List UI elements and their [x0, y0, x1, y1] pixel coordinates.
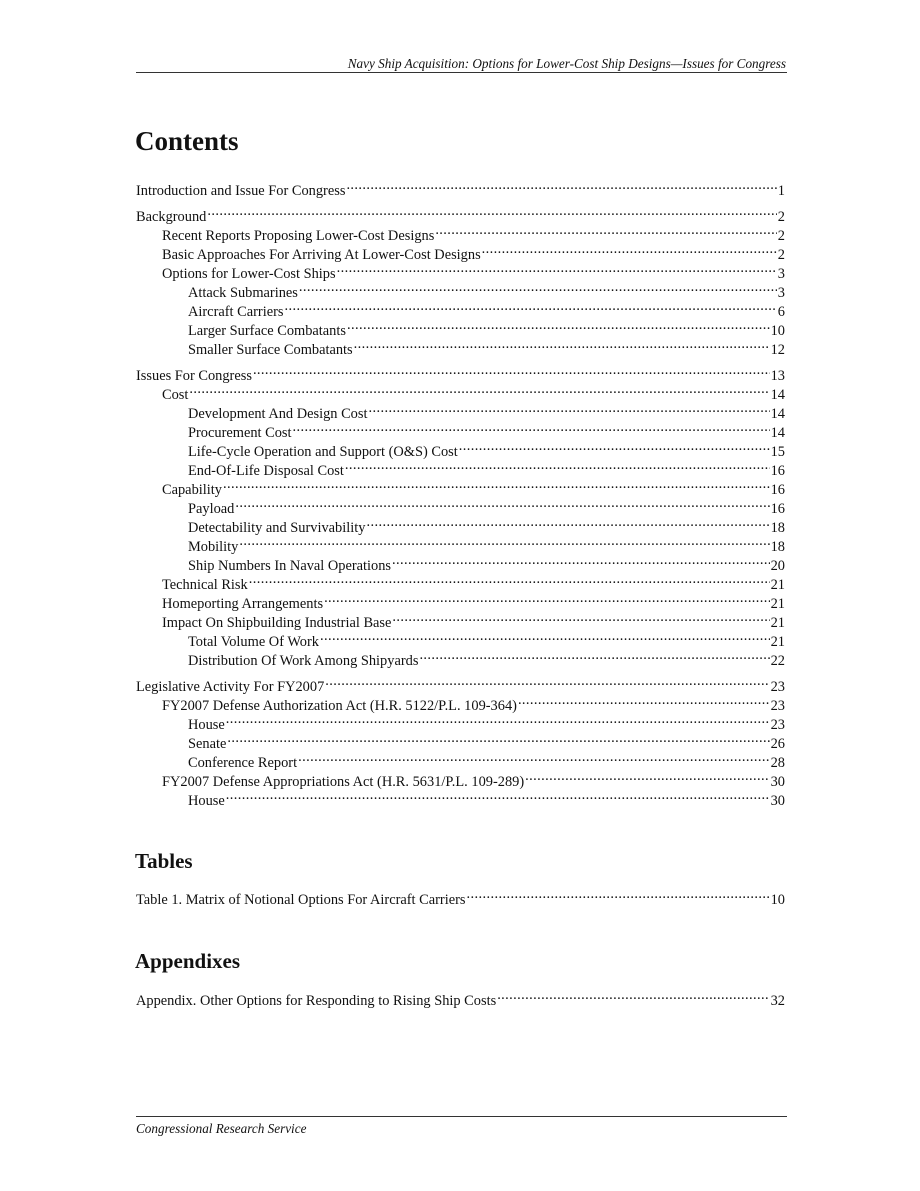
toc-entry-page: 30 — [770, 774, 785, 790]
toc-entry-title: Introduction and Issue For Congress — [136, 183, 346, 199]
toc-entry-title: FY2007 Defense Appropriations Act (H.R. 5631/P.L. 109-289) — [162, 774, 525, 790]
toc-entry-title: Payload — [188, 501, 235, 517]
toc-entry-title: Options for Lower-Cost Ships — [162, 266, 336, 282]
appendix-entry-page: 32 — [770, 993, 785, 1009]
contents-heading: Contents — [135, 126, 239, 156]
toc-entry-page: 21 — [770, 615, 785, 631]
toc-entry[interactable] — [136, 672, 785, 695]
dot-leader — [324, 589, 770, 608]
toc-entry-page: 16 — [770, 482, 785, 498]
dot-leader — [459, 437, 770, 456]
toc-entry-page: 2 — [777, 209, 785, 225]
dot-leader — [345, 456, 770, 475]
dot-leader — [239, 532, 769, 551]
toc-entry-page: 18 — [770, 520, 785, 536]
toc-entry-title: Larger Surface Combatants — [188, 323, 346, 339]
dot-leader — [226, 786, 770, 805]
toc-entry-page: 13 — [770, 368, 785, 384]
toc-entry-title: Capability — [162, 482, 222, 498]
toc-entry[interactable] — [136, 494, 785, 517]
tables-entry-page: 10 — [770, 892, 785, 908]
toc-entry-title: Procurement Cost — [188, 425, 292, 441]
appendixes-list — [136, 986, 785, 1009]
toc-entry-page: 30 — [770, 793, 785, 809]
tables-entry-title: Table 1. Matrix of Notional Options For Aircraft Carriers — [136, 892, 466, 908]
toc-entry-title: Attack Submarines — [188, 285, 298, 301]
dot-leader — [325, 672, 769, 691]
dot-leader — [467, 885, 770, 904]
toc-entry[interactable] — [136, 380, 785, 403]
toc-entry[interactable] — [136, 202, 785, 225]
toc-entry-title: Aircraft Carriers — [188, 304, 284, 320]
dot-leader — [518, 691, 770, 710]
toc-entry-title: Detectability and Survivability — [188, 520, 366, 536]
toc-entry-page: 23 — [770, 717, 785, 733]
toc-entry-title: Development And Design Cost — [188, 406, 368, 422]
toc-entry-title: Legislative Activity For FY2007 — [136, 679, 325, 695]
dot-leader — [235, 494, 769, 513]
toc-entry-page: 22 — [770, 653, 785, 669]
appendix-entry[interactable] — [136, 986, 785, 1009]
toc-entry-page: 6 — [777, 304, 785, 320]
dot-leader — [419, 646, 769, 665]
dot-leader — [435, 221, 776, 240]
appendixes-heading: Appendixes — [135, 949, 241, 973]
dot-leader — [223, 475, 770, 494]
dot-leader — [525, 767, 769, 786]
tables-heading: Tables — [135, 849, 193, 873]
toc-entry-page: 26 — [770, 736, 785, 752]
toc-entry-title: Life-Cycle Operation and Support (O&S) Cost — [188, 444, 458, 460]
toc-entry-title: Homeporting Arrangements — [162, 596, 324, 612]
toc-entry-page: 1 — [777, 183, 785, 199]
toc-entry-page: 12 — [770, 342, 785, 358]
dot-leader — [299, 278, 777, 297]
toc-entry-title: Cost — [162, 387, 189, 403]
toc-entry-page: 2 — [777, 228, 785, 244]
toc-entry[interactable] — [136, 176, 785, 199]
toc-entry-title: Issues For Congress — [136, 368, 252, 384]
toc-entry-title: House — [188, 793, 225, 809]
toc-entry-title: Technical Risk — [162, 577, 248, 593]
toc-entry-page: 14 — [770, 387, 785, 403]
toc-entry-page: 16 — [770, 463, 785, 479]
toc-entry-title: Smaller Surface Combatants — [188, 342, 353, 358]
toc-entry-title: Recent Reports Proposing Lower-Cost Designs — [162, 228, 435, 244]
toc-entry-page: 21 — [770, 634, 785, 650]
toc-entry-page: 21 — [770, 577, 785, 593]
toc-entry-page: 28 — [770, 755, 785, 771]
dot-leader — [207, 202, 776, 221]
toc-entry-title: Distribution Of Work Among Shipyards — [188, 653, 419, 669]
toc-entry[interactable] — [136, 221, 785, 244]
toc-entry-title: Impact On Shipbuilding Industrial Base — [162, 615, 392, 631]
toc-entry-page: 14 — [770, 406, 785, 422]
toc-entry-title: Basic Approaches For Arriving At Lower-Cost Designs — [162, 247, 481, 263]
dot-leader — [354, 335, 770, 354]
toc-entry-page: 18 — [770, 539, 785, 555]
toc-entry-page: 14 — [770, 425, 785, 441]
toc-entry[interactable] — [136, 748, 785, 771]
dot-leader — [347, 316, 770, 335]
toc-entry[interactable] — [136, 729, 785, 752]
tables-entry[interactable] — [136, 885, 785, 908]
dot-leader — [189, 380, 769, 399]
toc-entry-page: 20 — [770, 558, 785, 574]
toc-entry-page: 21 — [770, 596, 785, 612]
toc-entry-title: Conference Report — [188, 755, 298, 771]
dot-leader — [293, 418, 770, 437]
dot-leader — [298, 748, 770, 767]
toc-entry-page: 23 — [770, 698, 785, 714]
dot-leader — [482, 240, 777, 259]
dot-leader — [392, 551, 770, 570]
toc-entry-title: Ship Numbers In Naval Operations — [188, 558, 392, 574]
toc-entry-page: 2 — [777, 247, 785, 263]
toc-entry-page: 3 — [777, 266, 785, 282]
toc-entry-page: 23 — [770, 679, 785, 695]
toc-entry-title: End-Of-Life Disposal Cost — [188, 463, 344, 479]
footer-text: Congressional Research Service — [136, 1121, 307, 1136]
dot-leader — [285, 297, 777, 316]
footer-rule — [136, 1116, 787, 1117]
running-head: Navy Ship Acquisition: Options for Lower-Cost Ship Designs—Issues for Congress — [347, 56, 786, 71]
dot-leader — [366, 513, 769, 532]
dot-leader — [346, 176, 776, 195]
dot-leader — [497, 986, 769, 1005]
dot-leader — [368, 399, 769, 418]
dot-leader — [227, 729, 769, 748]
toc-entry-title: Mobility — [188, 539, 239, 555]
toc-entry-title: Total Volume Of Work — [188, 634, 319, 650]
toc-entry[interactable] — [136, 475, 785, 498]
toc-entry-page: 10 — [770, 323, 785, 339]
toc-entry-title: House — [188, 717, 225, 733]
tables-list — [136, 885, 785, 908]
toc-entry[interactable] — [136, 710, 785, 733]
dot-leader — [249, 570, 770, 589]
toc-entry[interactable] — [136, 399, 785, 422]
dot-leader — [392, 608, 769, 627]
contents-list — [136, 176, 785, 809]
toc-entry-page: 16 — [770, 501, 785, 517]
toc-entry-title: FY2007 Defense Authorization Act (H.R. 5122/P.L. 109-364) — [162, 698, 517, 714]
dot-leader — [337, 259, 777, 278]
toc-entry[interactable] — [136, 361, 785, 384]
appendix-entry-title: Appendix. Other Options for Responding to Rising Ship Costs — [136, 993, 497, 1009]
toc-entry-page: 15 — [770, 444, 785, 460]
dot-leader — [320, 627, 770, 646]
dot-leader — [253, 361, 770, 380]
dot-leader — [226, 710, 770, 729]
toc-entry[interactable] — [136, 786, 785, 809]
header-rule — [136, 72, 787, 73]
toc-entry-title: Senate — [188, 736, 227, 752]
toc-entry-page: 3 — [777, 285, 785, 301]
toc-entry-title: Background — [136, 209, 207, 225]
